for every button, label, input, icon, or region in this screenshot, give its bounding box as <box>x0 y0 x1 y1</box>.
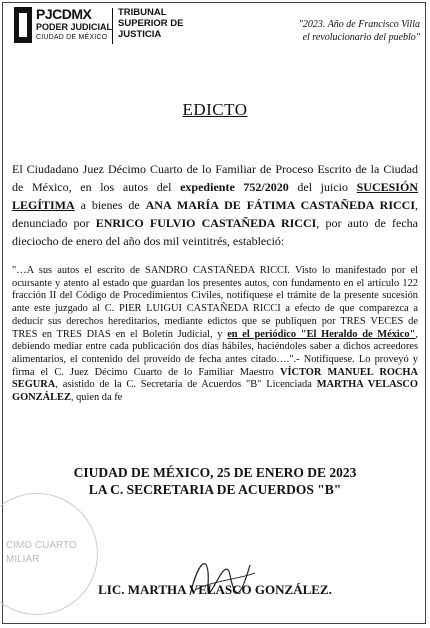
sucesion-type: SUCESIÓN LEGÍTIMA <box>12 180 418 212</box>
letterhead <box>8 4 422 48</box>
decedent-name: ANA MARÍA DE FÁTIMA CASTAÑEDA RICCI <box>145 198 415 212</box>
signature-line: LIC. MARTHA VELASCO GONZÁLEZ. <box>98 582 332 597</box>
secretary-name: MARTHA VELASCO GONZÁLEZ <box>12 379 418 404</box>
court-seal <box>6 533 96 588</box>
logo-mark-icon <box>14 7 32 43</box>
letterhead-divider <box>112 8 113 44</box>
denunciante-name: ENRICO FULVIO CASTAÑEDA RICCI <box>95 216 317 230</box>
seal-line-1: CIMO CUARTO <box>6 540 77 551</box>
document-title: EDICTO <box>182 100 248 119</box>
logo-line-2: CIUDAD DE MÉXICO <box>36 34 108 41</box>
place-and-date-block <box>0 464 430 498</box>
seal-text <box>6 539 77 567</box>
tribunal-line-2: SUPERIOR DE <box>118 18 184 29</box>
intro-text-5: , por auto de fecha dieciocho de enero del año dos mil veintitrés, estableció: <box>12 216 418 248</box>
year-motto <box>299 18 420 44</box>
secretary-title: LA C. SECRETARIA DE ACUERDOS "B" <box>88 482 342 497</box>
logo-line-1: PODER JUDICIAL <box>36 22 113 32</box>
intro-text-2: del juicio <box>288 180 357 194</box>
intro-text-1: El Ciudadano Juez Décimo Cuarto de lo Familiar de Proceso Escrito de la Ciudad de México, en los autos del <box>12 162 418 194</box>
tribunal-line-3: JUSTICIA <box>118 29 162 40</box>
seal-line-2: MILIAR <box>6 554 40 565</box>
tribunal-name <box>118 7 183 40</box>
quote-text-3: , asistido de la C. Secretaria de Acuerdos "B" Licenciada <box>55 379 317 391</box>
newspaper-name: en el periódico "El Heraldo de México" <box>227 328 416 340</box>
judge-name: VÍCTOR MANUEL ROCHA SEGURA <box>12 366 418 391</box>
intro-text-4: , denunciado por <box>12 198 418 230</box>
expediente-number: expediente 752/2020 <box>180 180 289 194</box>
motto-line-2: el revolucionario del pueblo" <box>302 32 420 43</box>
tribunal-line-1: TRIBUNAL <box>118 7 167 18</box>
quote-text-1: "…A sus autos el escrito de SANDRO CASTAÑEDA RICCI. Visto lo manifestado por el ocursante y atento al estado que guardan los presentes autos, con fundamento en el artículo 122 fracción II del Código de Procedimientos Civiles, notifíquese el trámite de la presente sucesión ante este juzgado al C. PIER LUIGUI CASTAÑEDA RICCI a efecto de que comparezca a deducir sus derechos hereditarios, mediante edictos que se publiquen por TRES VECES de TRES en TRES DIAS en el Boletín Judicial, y <box>12 265 418 340</box>
place-date: CIUDAD DE MÉXICO, 25 DE ENERO DE 2023 <box>73 465 357 480</box>
quoted-resolution <box>12 265 418 405</box>
intro-paragraph <box>12 160 418 250</box>
pjcdmx-logo <box>14 7 114 45</box>
quote-text-2: , debiendo mediar entre cada publicación dos días hábiles, haciéndoles saber a dichos acreedores alimentarios, el contenido del proveído de fecha antes citado….".- Notifíquese. Lo proveyó y firma el C. Juez Décimo Cuarto de lo Familiar Maestro <box>12 328 418 378</box>
motto-line-1: "2023. Año de Francisco Villa <box>298 19 420 30</box>
intro-text-3: a bienes de <box>74 198 146 212</box>
logo-brand: PJCDMX <box>36 6 92 22</box>
quote-text-4: , quien da fe <box>70 392 123 404</box>
